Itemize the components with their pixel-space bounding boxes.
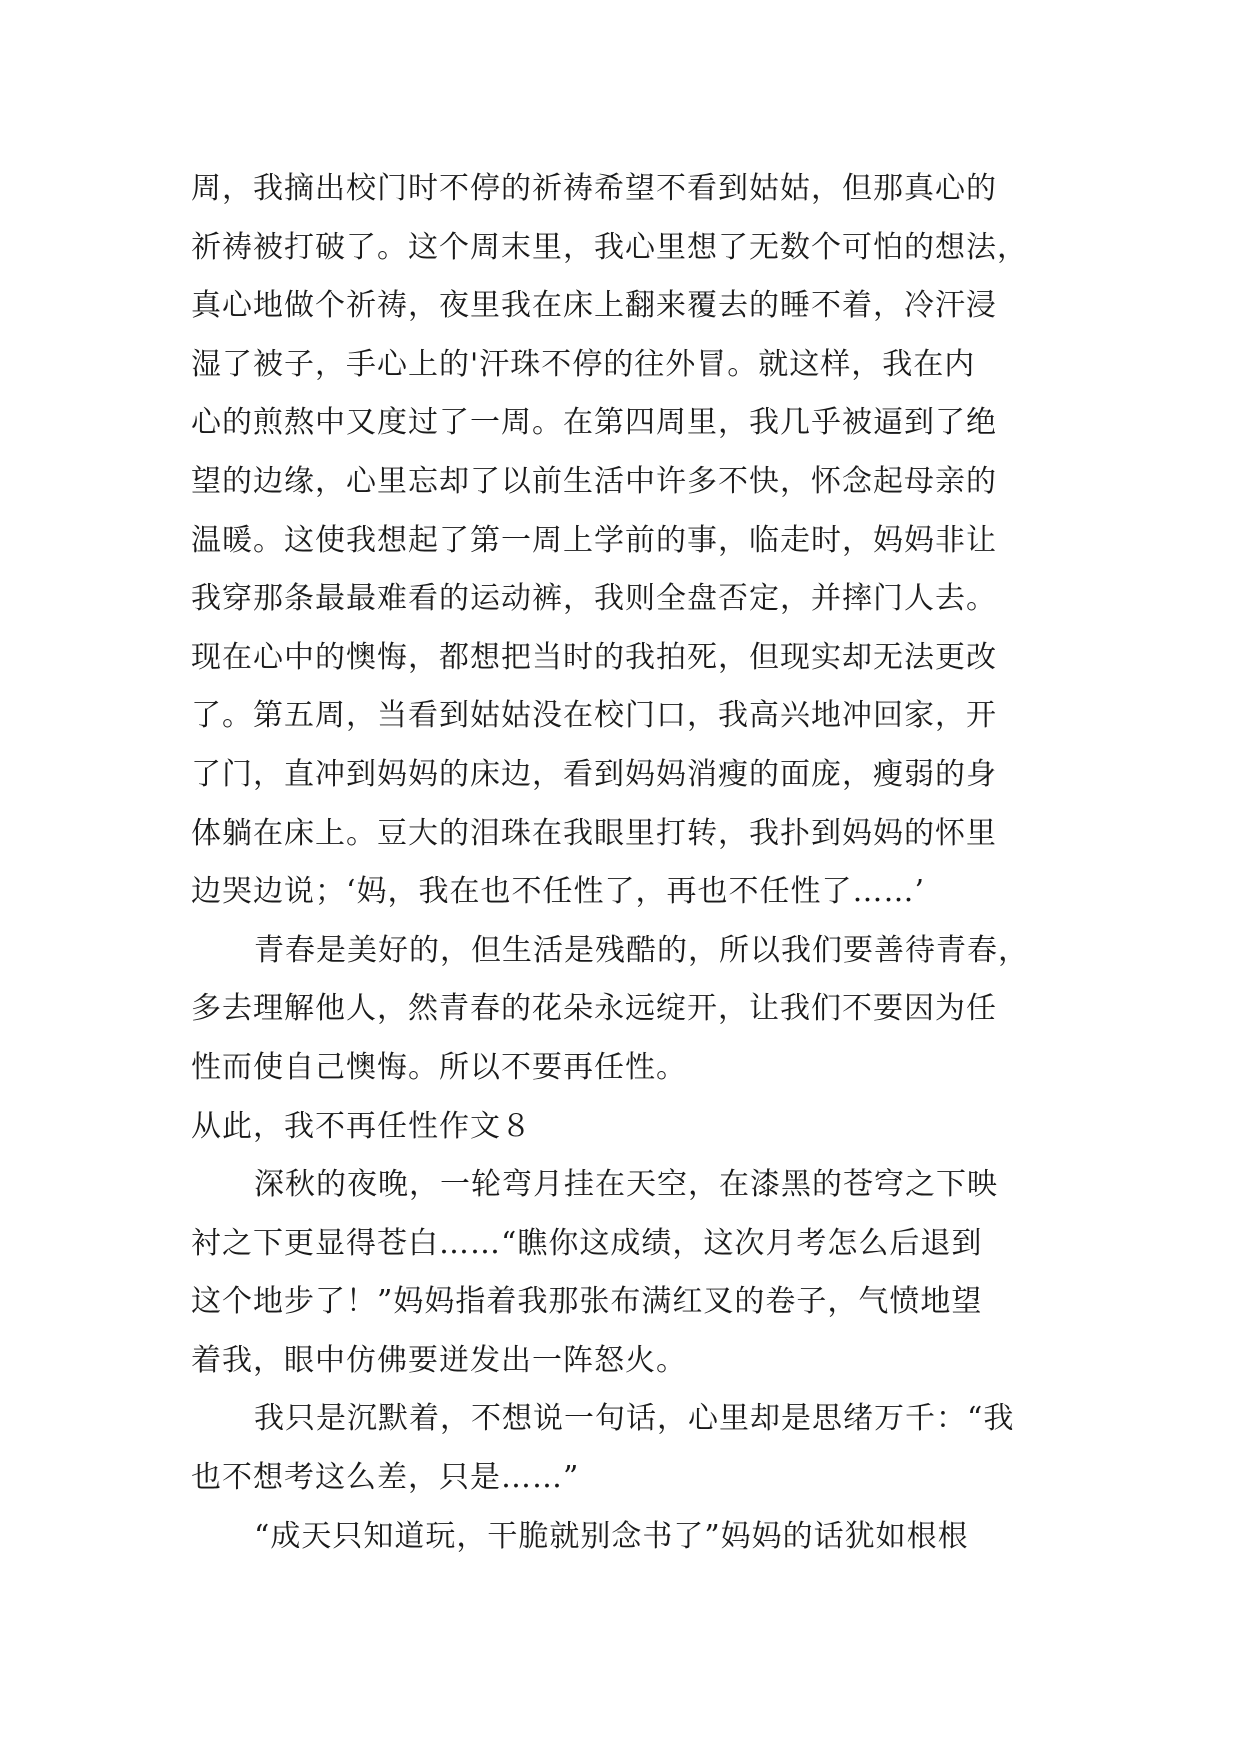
paragraph-start-line: 我只是沉默着，不想说一句话，心里却是思绪万千：“我	[254, 1401, 1015, 1437]
text-line: 湿了被子，手心上的'汗珠不停的往外冒。就这样，我在内	[191, 346, 976, 382]
text-line: 了。第五周，当看到姑姑没在校门口，我高兴地冲回家，开	[191, 698, 997, 734]
text-line: 这个地步了！”妈妈指着我那张布满红叉的卷子，气愤地望	[191, 1284, 983, 1320]
document-body	[191, 160, 1081, 1566]
text-line: 祈祷被打破了。这个周末里，我心里想了无数个可怕的想法，	[191, 229, 1028, 265]
text-line: 也不想考这么差，只是……”	[191, 1460, 580, 1496]
paragraph-start-line: 青春是美好的，但生活是残酷的，所以我们要善待青春，	[254, 932, 1029, 968]
text-line: 真心地做个祈祷，夜里我在床上翻来覆去的睡不着，冷汗浸	[191, 288, 997, 324]
text-line: 周，我摘出校门时不停的祈祷希望不看到姑姑，但那真心的	[191, 171, 997, 206]
text-line: 心的煎熬中又度过了一周。在第四周里，我几乎被逼到了绝	[191, 405, 997, 441]
text-line: 体躺在床上。豆大的泪珠在我眼里打转，我扑到妈妈的怀里	[191, 815, 997, 851]
text-line: 现在心中的懊悔，都想把当时的我拍死，但现实却无法更改	[191, 639, 997, 675]
paragraph-start-line: 深秋的夜晚，一轮弯月挂在天空，在漆黑的苍穹之下映	[254, 1167, 998, 1203]
text-line: 边哭边说；‘妈，我在也不任性了，再也不任性了……’	[191, 874, 926, 910]
text-line: 性而使自己懊悔。所以不要再任性。	[191, 1049, 687, 1085]
text-line: 温暖。这使我想起了第一周上学前的事，临走时，妈妈非让	[191, 522, 997, 558]
text-line: 望的边缘，心里忘却了以前生活中许多不快，怀念起母亲的	[191, 463, 997, 499]
paragraph-start-line: “成天只知道玩，干脆就别念书了”妈妈的话犹如根根	[254, 1518, 969, 1554]
text-line: 着我，眼中仿佛要迸发出一阵怒火。	[191, 1342, 687, 1378]
section-heading: 从此，我不再任性作文８	[191, 1108, 532, 1144]
text-line: 衬之下更显得苍白……“瞧你这成绩，这次月考怎么后退到	[191, 1225, 983, 1261]
text-line: 了门，直冲到妈妈的床边，看到妈妈消瘦的面庞，瘦弱的身	[191, 756, 997, 792]
text-line: 我穿那条最最难看的运动裤，我则全盘否定，并摔门人去。	[191, 581, 997, 617]
text-line: 多去理解他人，然青春的花朵永远绽开，让我们不要因为任	[191, 991, 997, 1027]
